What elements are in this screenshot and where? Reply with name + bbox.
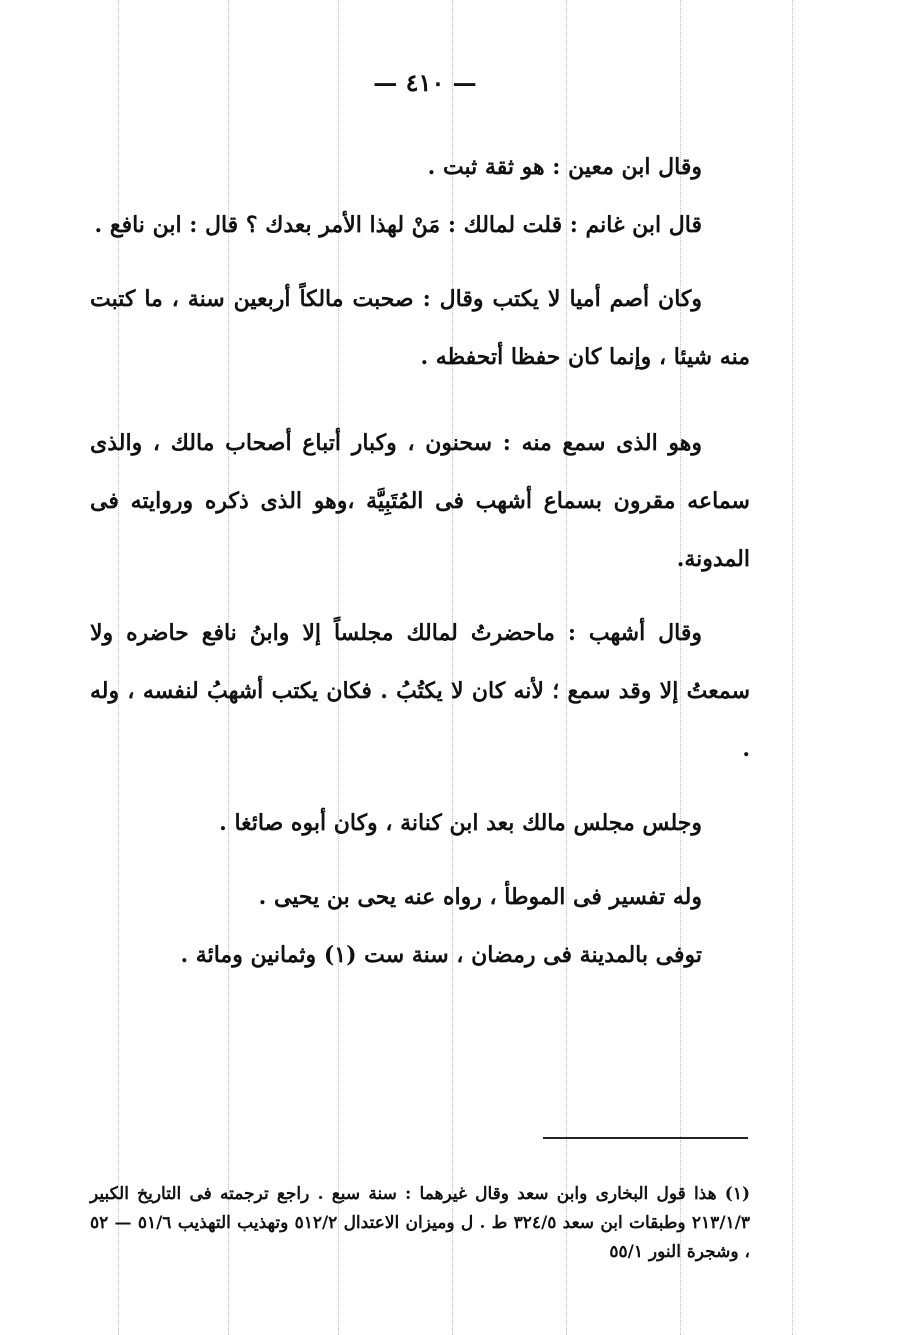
footnote: (١) هذا قول البخارى وابن سعد وقال غيرهما : سنة سبع . راجع ترجمته فى التاريخ الكبير ٢١٣/١/٣ وطبقات ابن سعد ٣٢٤/٥ ط . ل وميزان الاعتدال ٥١٢/٢ وتهذيب التهذيب ٥١/٦ — ٥٢ ، وشجرة النور ٥٥/١ <box>90 1184 750 1262</box>
page-number: — ٤١٠ — <box>373 68 477 97</box>
footnotes <box>90 1180 750 1267</box>
paragraph: وقال ابن معين : هو ثقة ثبت . <box>427 154 702 180</box>
paragraph: وقال أشهب : ماحضرتُ لمالك مجلساً إلا وابنُ نافع حاضره ولا سمعتُ إلا وقد سمع ؛ لأنه كان لا يكتُبُ . فكان يكتب أشهبُ لنفسه ، وله . <box>90 620 750 762</box>
paragraph: قال ابن غانم : قلت لمالك : مَنْ لهذا الأمر بعدك ؟ قال : ابن نافع . <box>94 212 702 238</box>
footnote-separator <box>543 1137 748 1139</box>
main-text <box>90 138 750 984</box>
paragraph: وكان أصم أميا لا يكتب وقال : صحبت مالكاً أربعين سنة ، ما كتبت منه شيئا ، وإنما كان حفظا أتحفظه . <box>90 286 750 370</box>
paragraph: وجلس مجلس مالك بعد ابن كنانة ، وكان أبوه صائغا . <box>219 810 702 836</box>
paragraph: توفى بالمدينة فى رمضان ، سنة ست (١) وثمانين ومائة . <box>180 942 702 968</box>
page-fold-line <box>792 0 793 1335</box>
paragraph: وله تفسير فى الموطأ ، رواه عنه يحى بن يحيى . <box>258 884 702 910</box>
paragraph: وهو الذى سمع منه : سحنون ، وكبار أتباع أصحاب مالك ، والذى سماعه مقرون بسماع أشهب فى المُتَبِيَّة ،وهو الذى ذكره وروايته فى المدونة. <box>90 430 750 572</box>
